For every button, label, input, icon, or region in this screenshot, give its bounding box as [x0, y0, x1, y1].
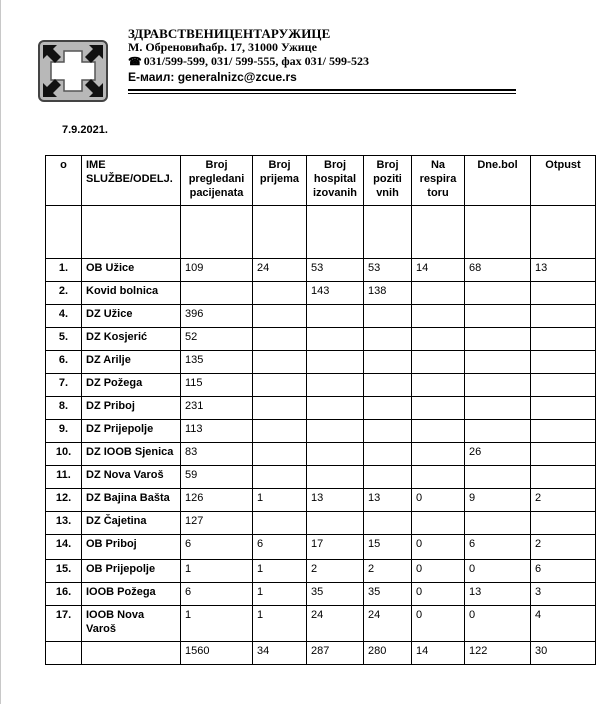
cell-otpust: 2: [531, 535, 596, 560]
empty-cell: [82, 206, 181, 259]
cell-otpust: [531, 374, 596, 397]
cell-hospital: [307, 466, 364, 489]
row-number: 10.: [46, 443, 82, 466]
cell-otpust: [531, 512, 596, 535]
cell-prijema: 1: [253, 583, 307, 606]
cell-dnebol: [465, 282, 531, 305]
row-name: DZ Arilje: [82, 351, 181, 374]
institution-phones: [128, 54, 369, 69]
col-header-respirator: Na respira toru: [412, 156, 465, 206]
table-row: [46, 328, 596, 351]
cell-hospital: 24: [307, 606, 364, 642]
col-header-name: IME SLUŽBE/ODELJ.: [82, 156, 181, 206]
table-row: [46, 466, 596, 489]
empty-cell: [46, 642, 82, 665]
cell-hospital: [307, 328, 364, 351]
row-number: 12.: [46, 489, 82, 512]
cell-respirator: [412, 328, 465, 351]
cell-otpust: 6: [531, 560, 596, 583]
empty-cell: [82, 642, 181, 665]
table-row: [46, 512, 596, 535]
cell-otpust: 4: [531, 606, 596, 642]
row-number: 16.: [46, 583, 82, 606]
cell-otpust: 13: [531, 259, 596, 282]
cell-prijema: 6: [253, 535, 307, 560]
cell-dnebol: 0: [465, 606, 531, 642]
cell-pozitivni: [364, 351, 412, 374]
table-row: [46, 420, 596, 443]
cell-pozitivni: [364, 466, 412, 489]
cell-pozitivni: [364, 443, 412, 466]
institution-address: М. Обреновићабр. 17, 31000 Ужице: [128, 40, 317, 54]
row-name: IOOB Nova Varoš: [82, 606, 181, 642]
cell-respirator: 0: [412, 583, 465, 606]
table-row: [46, 489, 596, 512]
row-number: 15.: [46, 560, 82, 583]
cell-pozitivni: [364, 374, 412, 397]
col-header-rb: o: [46, 156, 82, 206]
empty-cell: [364, 206, 412, 259]
row-name: DZ Prijepolje: [82, 420, 181, 443]
cell-dnebol: 6: [465, 535, 531, 560]
col-header-otpust: Otpust: [531, 156, 596, 206]
row-name: Kovid bolnica: [82, 282, 181, 305]
total-respirator: 14: [412, 642, 465, 665]
empty-cell: [412, 206, 465, 259]
cell-pozitivni: 24: [364, 606, 412, 642]
row-number: 4.: [46, 305, 82, 328]
cell-hospital: [307, 351, 364, 374]
cell-dnebol: [465, 305, 531, 328]
row-name: OB Užice: [82, 259, 181, 282]
cell-respirator: [412, 466, 465, 489]
cell-hospital: 17: [307, 535, 364, 560]
cell-otpust: 3: [531, 583, 596, 606]
cell-respirator: 0: [412, 606, 465, 642]
cell-prijema: [253, 305, 307, 328]
cell-pozitivni: 138: [364, 282, 412, 305]
cell-pregledani: 396: [181, 305, 253, 328]
cell-prijema: 1: [253, 606, 307, 642]
cell-otpust: [531, 305, 596, 328]
row-number: 8.: [46, 397, 82, 420]
cell-dnebol: [465, 466, 531, 489]
cell-prijema: [253, 328, 307, 351]
cell-hospital: [307, 420, 364, 443]
row-name: DZ Užice: [82, 305, 181, 328]
col-header-pregledani: Broj pregledani pacijenata: [181, 156, 253, 206]
telephone-icon: ☎: [128, 56, 142, 68]
cell-hospital: 35: [307, 583, 364, 606]
table-row: [46, 583, 596, 606]
row-name: DZ Priboj: [82, 397, 181, 420]
cell-hospital: [307, 374, 364, 397]
page-edge: [0, 0, 1, 704]
cell-pregledani: 109: [181, 259, 253, 282]
cell-pregledani: 83: [181, 443, 253, 466]
cell-otpust: [531, 466, 596, 489]
cell-pozitivni: 13: [364, 489, 412, 512]
cell-hospital: 143: [307, 282, 364, 305]
table-header-row: [46, 156, 596, 206]
table-row: [46, 351, 596, 374]
cell-pozitivni: [364, 397, 412, 420]
cell-respirator: [412, 397, 465, 420]
cell-pregledani: 113: [181, 420, 253, 443]
row-number: 7.: [46, 374, 82, 397]
cell-pozitivni: [364, 420, 412, 443]
cell-pozitivni: 35: [364, 583, 412, 606]
cell-respirator: 0: [412, 535, 465, 560]
cell-dnebol: [465, 328, 531, 351]
report-table: [45, 155, 596, 665]
cell-dnebol: [465, 397, 531, 420]
row-number: 6.: [46, 351, 82, 374]
cell-pregledani: 59: [181, 466, 253, 489]
row-name: DZ Bajina Bašta: [82, 489, 181, 512]
row-number: 2.: [46, 282, 82, 305]
cell-otpust: [531, 328, 596, 351]
cell-otpust: [531, 443, 596, 466]
empty-cell: [46, 206, 82, 259]
cell-dnebol: 9: [465, 489, 531, 512]
cell-prijema: 1: [253, 489, 307, 512]
cell-dnebol: [465, 374, 531, 397]
cell-otpust: [531, 282, 596, 305]
empty-cell: [531, 206, 596, 259]
empty-cell: [307, 206, 364, 259]
cell-otpust: [531, 420, 596, 443]
cell-hospital: [307, 512, 364, 535]
table-row: [46, 535, 596, 560]
cell-prijema: 24: [253, 259, 307, 282]
cell-respirator: [412, 443, 465, 466]
cell-prijema: [253, 397, 307, 420]
total-pregledani: 1560: [181, 642, 253, 665]
cell-hospital: [307, 397, 364, 420]
cell-prijema: [253, 351, 307, 374]
cell-respirator: [412, 512, 465, 535]
col-header-prijema: Broj prijema: [253, 156, 307, 206]
total-dnebol: 122: [465, 642, 531, 665]
row-number: 17.: [46, 606, 82, 642]
table-row: [46, 374, 596, 397]
total-pozitivni: 280: [364, 642, 412, 665]
cell-pozitivni: [364, 328, 412, 351]
row-name: DZ Čajetina: [82, 512, 181, 535]
col-header-pozitivni: Broj poziti vnih: [364, 156, 412, 206]
cell-prijema: [253, 374, 307, 397]
logo: [38, 40, 108, 102]
cell-pregledani: [181, 282, 253, 305]
cell-pozitivni: 2: [364, 560, 412, 583]
table-row: [46, 606, 596, 642]
cell-dnebol: 26: [465, 443, 531, 466]
medical-cross-arrows-icon: [40, 42, 106, 100]
row-name: DZ Nova Varoš: [82, 466, 181, 489]
row-number: 14.: [46, 535, 82, 560]
cell-prijema: 1: [253, 560, 307, 583]
row-number: 1.: [46, 259, 82, 282]
cell-dnebol: [465, 420, 531, 443]
cell-respirator: [412, 374, 465, 397]
row-name: OB Priboj: [82, 535, 181, 560]
cell-pozitivni: 15: [364, 535, 412, 560]
table-row: [46, 282, 596, 305]
cell-pregledani: 231: [181, 397, 253, 420]
row-name: OB Prijepolje: [82, 560, 181, 583]
empty-cell: [181, 206, 253, 259]
cell-dnebol: 0: [465, 560, 531, 583]
cell-prijema: [253, 466, 307, 489]
cell-respirator: [412, 351, 465, 374]
total-prijema: 34: [253, 642, 307, 665]
cell-respirator: [412, 282, 465, 305]
table-row: [46, 560, 596, 583]
cell-hospital: 2: [307, 560, 364, 583]
total-hospital: 287: [307, 642, 364, 665]
header-rule-thin: [128, 93, 516, 94]
cell-pozitivni: 53: [364, 259, 412, 282]
cell-otpust: [531, 397, 596, 420]
cell-otpust: [531, 351, 596, 374]
row-number: 11.: [46, 466, 82, 489]
cell-dnebol: 68: [465, 259, 531, 282]
total-otpust: 30: [531, 642, 596, 665]
cell-hospital: 53: [307, 259, 364, 282]
cell-respirator: 0: [412, 560, 465, 583]
report-date: 7.9.2021.: [62, 124, 108, 136]
header-rule-thick: [128, 89, 516, 91]
cell-prijema: [253, 443, 307, 466]
table-row: [46, 259, 596, 282]
phone-numbers: 031/599-599, 031/ 599-555, фах 031/ 599-523: [143, 54, 369, 68]
cell-prijema: [253, 420, 307, 443]
cell-dnebol: [465, 512, 531, 535]
row-number: 5.: [46, 328, 82, 351]
cell-hospital: [307, 443, 364, 466]
cell-pregledani: 135: [181, 351, 253, 374]
cell-respirator: [412, 420, 465, 443]
cell-respirator: 0: [412, 489, 465, 512]
cell-pregledani: 6: [181, 583, 253, 606]
cell-respirator: [412, 305, 465, 328]
col-header-dnebol: Dne.bol: [465, 156, 531, 206]
cell-prijema: [253, 282, 307, 305]
cell-pregledani: 127: [181, 512, 253, 535]
col-header-hospital: Broj hospital izovanih: [307, 156, 364, 206]
row-name: DZ Požega: [82, 374, 181, 397]
cell-dnebol: 13: [465, 583, 531, 606]
totals-row: [46, 642, 596, 665]
empty-cell: [465, 206, 531, 259]
cell-pregledani: 115: [181, 374, 253, 397]
cell-pregledani: 52: [181, 328, 253, 351]
institution-name: ЗДРАВСТВЕНИЦЕНТАРУЖИЦЕ: [128, 26, 331, 41]
row-number: 9.: [46, 420, 82, 443]
row-name: DZ IOOB Sjenica: [82, 443, 181, 466]
table-row: [46, 397, 596, 420]
table-row: [46, 443, 596, 466]
cell-pregledani: 1: [181, 606, 253, 642]
cell-pozitivni: [364, 305, 412, 328]
empty-row: [46, 206, 596, 259]
row-name: DZ Kosjerić: [82, 328, 181, 351]
cell-otpust: 2: [531, 489, 596, 512]
institution-email: Е-маил: generalnizc@zcue.rs: [128, 70, 297, 84]
table-row: [46, 305, 596, 328]
cell-dnebol: [465, 351, 531, 374]
cell-pozitivni: [364, 512, 412, 535]
cell-respirator: 14: [412, 259, 465, 282]
row-number: 13.: [46, 512, 82, 535]
cell-hospital: 13: [307, 489, 364, 512]
cell-prijema: [253, 512, 307, 535]
cell-hospital: [307, 305, 364, 328]
empty-cell: [253, 206, 307, 259]
row-name: IOOB Požega: [82, 583, 181, 606]
cell-pregledani: 126: [181, 489, 253, 512]
cell-pregledani: 1: [181, 560, 253, 583]
cell-pregledani: 6: [181, 535, 253, 560]
